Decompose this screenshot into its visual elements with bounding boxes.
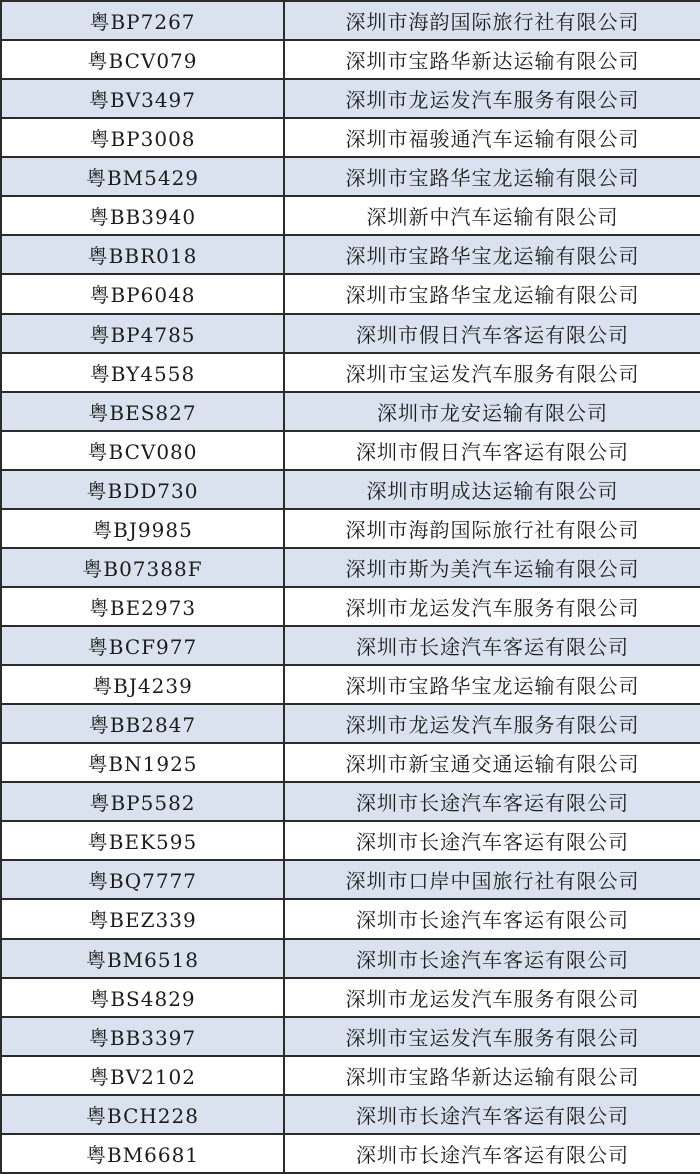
- plate-cell: 粤BCH228: [1, 1095, 284, 1134]
- plate-cell: 粤BCV080: [1, 431, 284, 470]
- plate-cell: 粤BB2847: [1, 704, 284, 743]
- company-cell: 深圳市口岸中国旅行社有限公司: [284, 860, 700, 899]
- plate-cell: 粤BM6681: [1, 1134, 284, 1173]
- table-row: [1, 431, 700, 470]
- table-row: [1, 40, 700, 79]
- company-cell: 深圳市宝路华宝龙运输有限公司: [284, 235, 700, 274]
- table-row: [1, 704, 700, 743]
- table-row: [1, 196, 700, 235]
- table-row: [1, 821, 700, 860]
- table-row: [1, 235, 700, 274]
- table-row: [1, 274, 700, 313]
- company-cell: 深圳市龙运发汽车服务有限公司: [284, 79, 700, 118]
- company-cell: 深圳市斯为美汽车运输有限公司: [284, 548, 700, 587]
- table-row: [1, 743, 700, 782]
- table-row: [1, 665, 700, 704]
- table-row: [1, 587, 700, 626]
- company-cell: 深圳市长途汽车客运有限公司: [284, 782, 700, 821]
- plate-cell: 粤BCF977: [1, 626, 284, 665]
- table-row: [1, 860, 700, 899]
- plate-cell: 粤BP7267: [1, 1, 284, 40]
- company-cell: 深圳市宝路华宝龙运输有限公司: [284, 157, 700, 196]
- table-row: [1, 548, 700, 587]
- plate-cell: 粤BJ9985: [1, 509, 284, 548]
- company-cell: 深圳市长途汽车客运有限公司: [284, 1095, 700, 1134]
- company-cell: 深圳市宝路华新达运输有限公司: [284, 1056, 700, 1095]
- plate-cell: 粤BP6048: [1, 274, 284, 313]
- plate-cell: 粤BP3008: [1, 118, 284, 157]
- plate-cell: 粤BP4785: [1, 314, 284, 353]
- plate-cell: 粤BM6518: [1, 939, 284, 978]
- company-cell: 深圳市龙运发汽车服务有限公司: [284, 978, 700, 1017]
- table-row: [1, 1056, 700, 1095]
- table-row: [1, 392, 700, 431]
- plate-cell: 粤BM5429: [1, 157, 284, 196]
- table-row: [1, 470, 700, 509]
- table-row: [1, 353, 700, 392]
- table-row: [1, 79, 700, 118]
- table-row: [1, 978, 700, 1017]
- company-cell: 深圳市龙运发汽车服务有限公司: [284, 704, 700, 743]
- company-cell: 深圳市长途汽车客运有限公司: [284, 899, 700, 938]
- plate-cell: 粤BDD730: [1, 470, 284, 509]
- table-row: [1, 782, 700, 821]
- plate-cell: 粤BEK595: [1, 821, 284, 860]
- plate-cell: 粤BBR018: [1, 235, 284, 274]
- company-cell: 深圳市长途汽车客运有限公司: [284, 1134, 700, 1173]
- company-cell: 深圳市假日汽车客运有限公司: [284, 314, 700, 353]
- plate-cell: 粤BEZ339: [1, 899, 284, 938]
- plate-cell: 粤BE2973: [1, 587, 284, 626]
- table-row: [1, 118, 700, 157]
- company-cell: 深圳市宝运发汽车服务有限公司: [284, 353, 700, 392]
- company-cell: 深圳市假日汽车客运有限公司: [284, 431, 700, 470]
- table-row: [1, 314, 700, 353]
- table-row: [1, 1017, 700, 1056]
- table-row: [1, 1, 700, 40]
- plate-cell: 粤BY4558: [1, 353, 284, 392]
- plate-cell: 粤BB3397: [1, 1017, 284, 1056]
- plate-cell: 粤BJ4239: [1, 665, 284, 704]
- company-cell: 深圳市长途汽车客运有限公司: [284, 939, 700, 978]
- table-row: [1, 1095, 700, 1134]
- company-cell: 深圳市宝运发汽车服务有限公司: [284, 1017, 700, 1056]
- plate-cell: 粤BQ7777: [1, 860, 284, 899]
- company-cell: 深圳市龙运发汽车服务有限公司: [284, 587, 700, 626]
- plate-cell: 粤BN1925: [1, 743, 284, 782]
- company-cell: 深圳市宝路华新达运输有限公司: [284, 40, 700, 79]
- table-row: [1, 1134, 700, 1173]
- company-cell: 深圳市明成达运输有限公司: [284, 470, 700, 509]
- table-row: [1, 939, 700, 978]
- company-cell: 深圳市宝路华宝龙运输有限公司: [284, 274, 700, 313]
- company-cell: 深圳市长途汽车客运有限公司: [284, 626, 700, 665]
- company-cell: 深圳新中汽车运输有限公司: [284, 196, 700, 235]
- company-cell: 深圳市宝路华宝龙运输有限公司: [284, 665, 700, 704]
- company-cell: 深圳市新宝通交通运输有限公司: [284, 743, 700, 782]
- company-cell: 深圳市海韵国际旅行社有限公司: [284, 1, 700, 40]
- plate-cell: 粤BV2102: [1, 1056, 284, 1095]
- table-row: [1, 509, 700, 548]
- table-body: [1, 1, 700, 1173]
- plate-cell: 粤BB3940: [1, 196, 284, 235]
- table-row: [1, 626, 700, 665]
- table-row: [1, 157, 700, 196]
- plate-cell: 粤BV3497: [1, 79, 284, 118]
- plate-cell: 粤BS4829: [1, 978, 284, 1017]
- company-cell: 深圳市龙安运输有限公司: [284, 392, 700, 431]
- plate-cell: 粤BES827: [1, 392, 284, 431]
- plate-cell: 粤BP5582: [1, 782, 284, 821]
- company-cell: 深圳市福骏通汽车运输有限公司: [284, 118, 700, 157]
- company-cell: 深圳市海韵国际旅行社有限公司: [284, 509, 700, 548]
- plate-cell: 粤B07388F: [1, 548, 284, 587]
- plate-cell: 粤BCV079: [1, 40, 284, 79]
- company-cell: 深圳市长途汽车客运有限公司: [284, 821, 700, 860]
- table-row: [1, 899, 700, 938]
